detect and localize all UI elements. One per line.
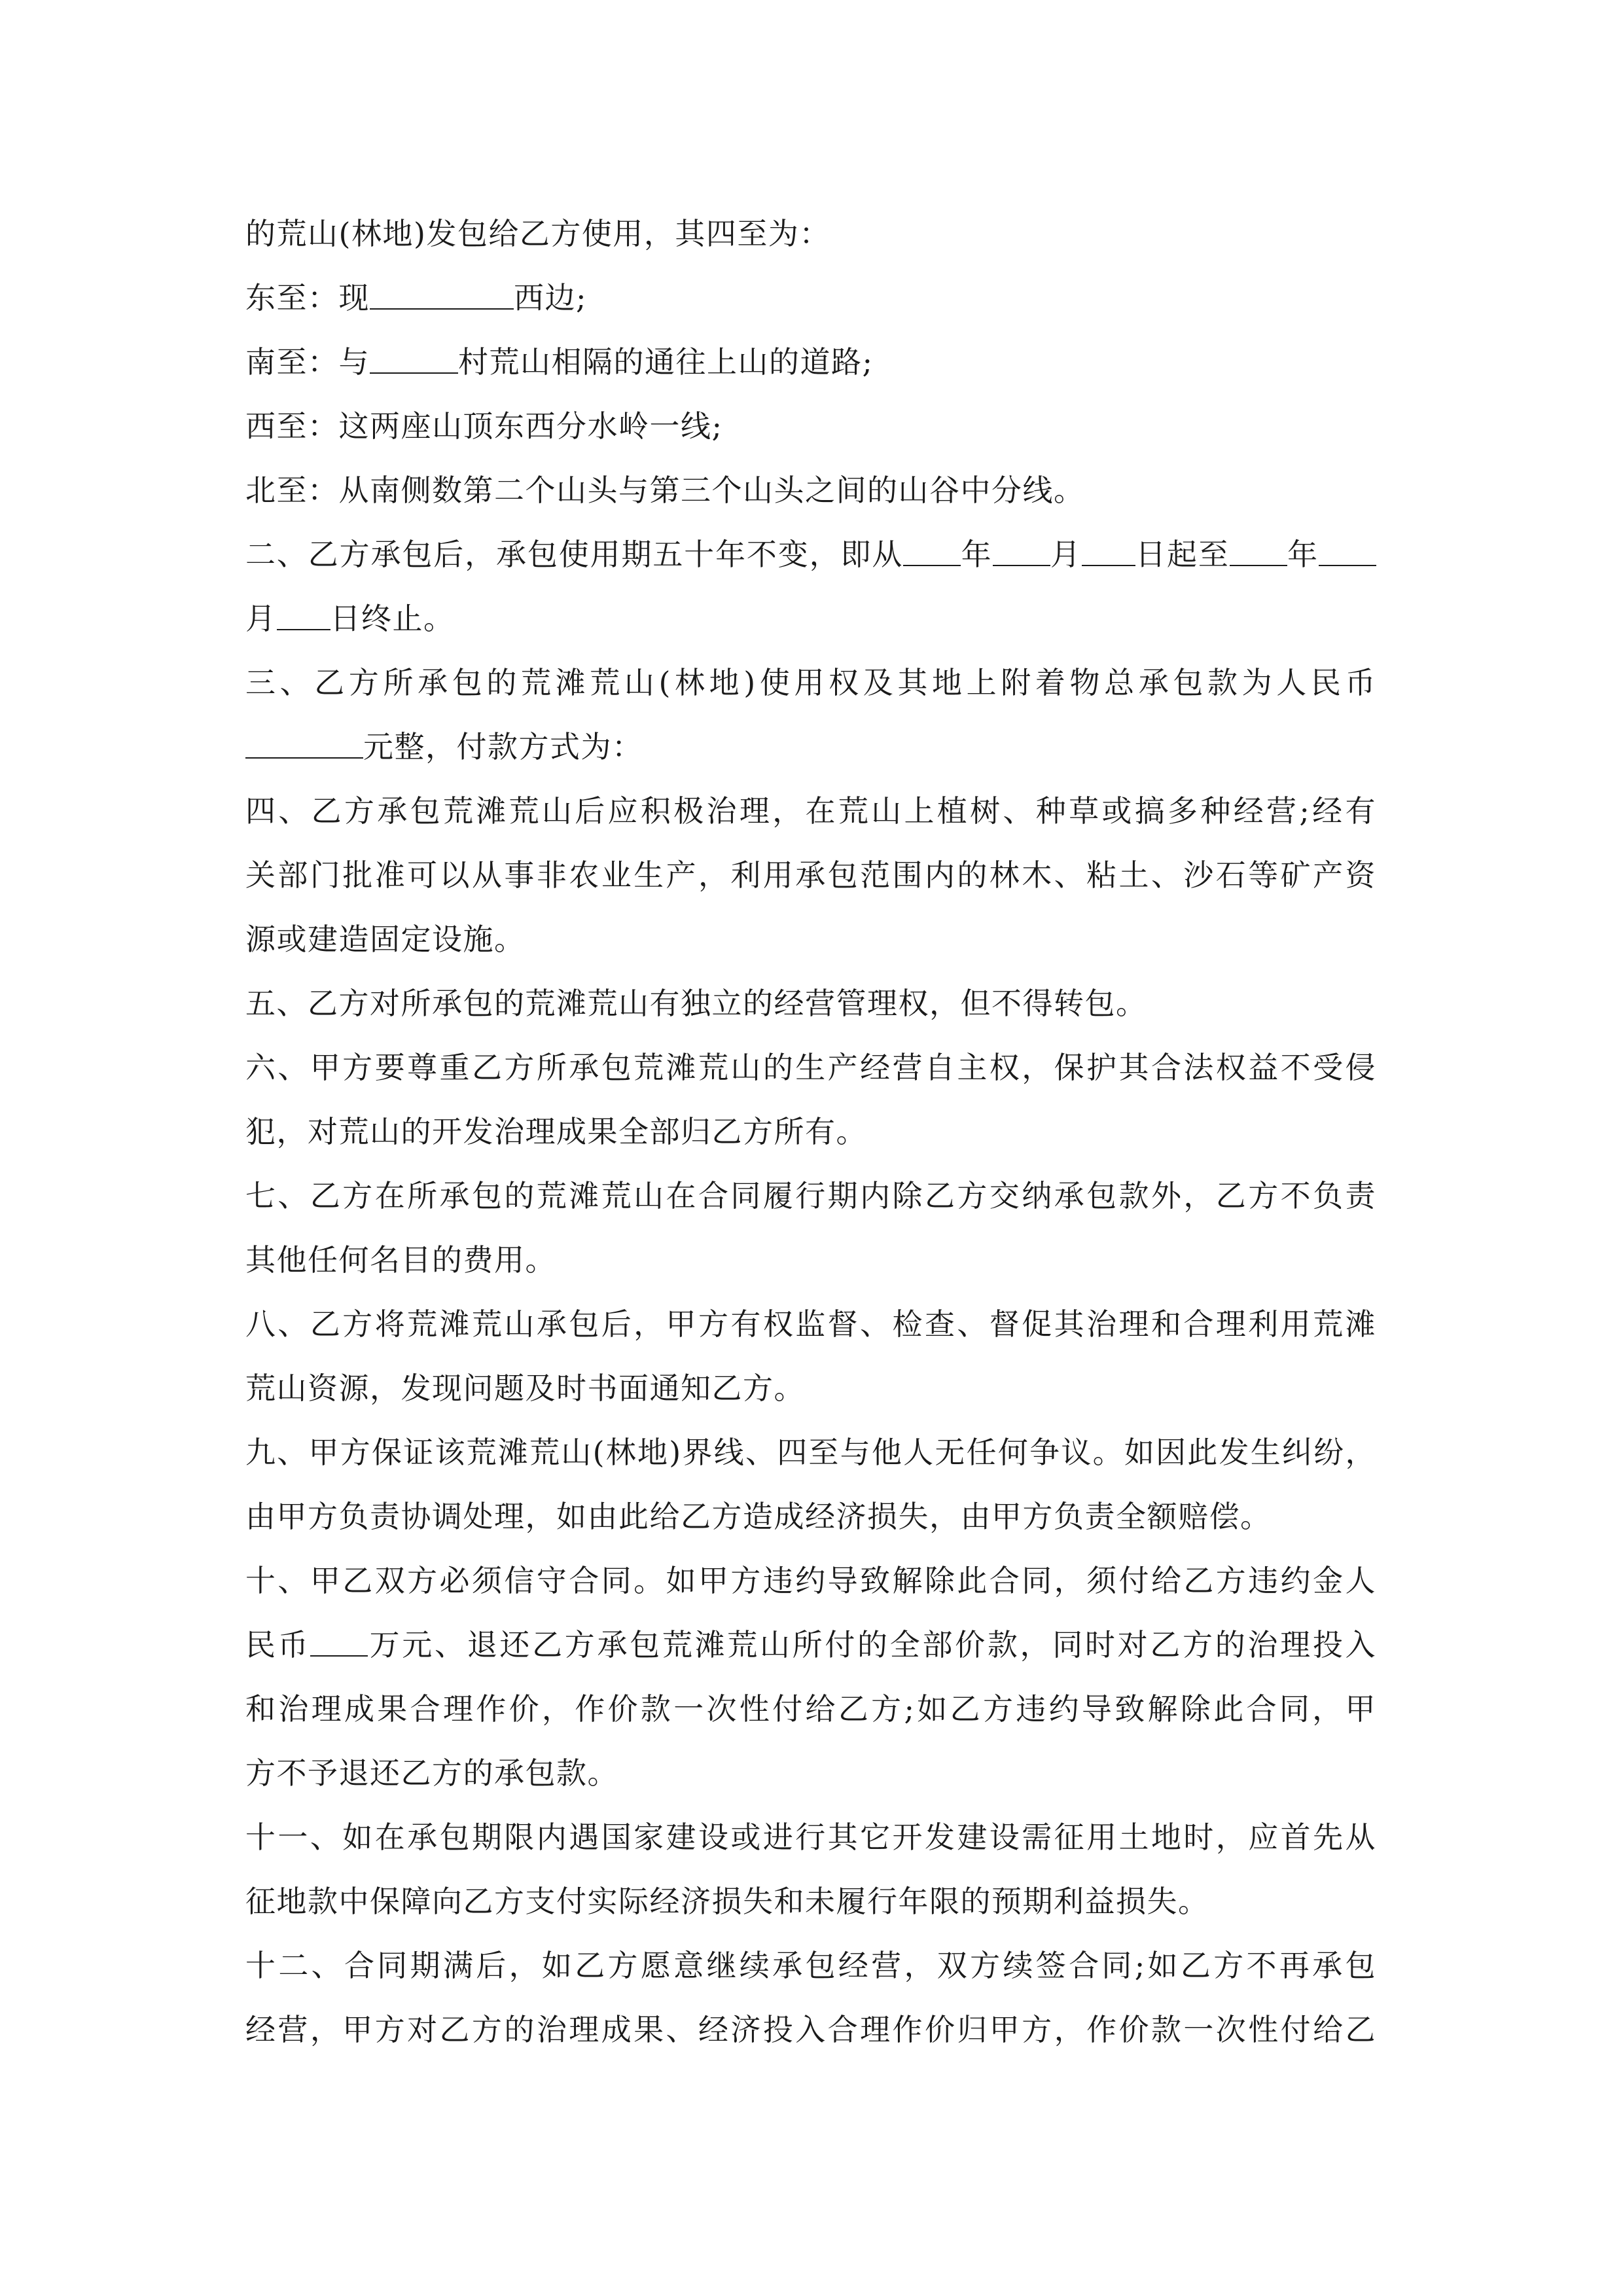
text-segment: 九、甲方保证该荒滩荒山(林地)界线、四至与他人无任何争议。如因此发生纠纷， (245, 1435, 1376, 1470)
fill-in-blank (370, 282, 514, 310)
text-segment: 日起至 (1135, 537, 1230, 572)
text-line (245, 651, 1376, 715)
text-line (245, 394, 1376, 458)
text-segment: 南至：与 (245, 344, 370, 380)
text-line (245, 522, 1376, 586)
fill-in-blank (1230, 539, 1287, 566)
text-line (245, 971, 1376, 1035)
text-segment: 四、乙方承包荒滩荒山后应积极治理，在荒山上植树、种草或搞多种经营;经有 (245, 793, 1376, 829)
text-segment: 十、甲乙双方必须信守合同。如甲方违约导致解除此合同，须付给乙方违约金人 (245, 1563, 1376, 1598)
text-line (245, 907, 1376, 971)
text-line (245, 1549, 1376, 1613)
contract-body (245, 202, 1376, 2062)
text-line (245, 1933, 1376, 1998)
text-line (245, 586, 1376, 651)
text-line (245, 1998, 1376, 2062)
text-segment: 日终止。 (330, 601, 455, 636)
text-line (245, 1292, 1376, 1356)
text-segment: 西至：这两座山顶东西分水岭一线; (245, 408, 723, 444)
text-segment: 和治理成果合理作价，作价款一次性付给乙方;如乙方违约导致解除此合同，甲 (245, 1691, 1376, 1727)
text-segment: 关部门批准可以从事非农业生产，利用承包范围内的林木、粘土、沙石等矿产资 (245, 857, 1376, 893)
text-line (245, 266, 1376, 330)
fill-in-blank (903, 539, 961, 566)
text-line (245, 330, 1376, 394)
text-line (245, 1420, 1376, 1484)
fill-in-blank (245, 731, 363, 759)
text-segment: 北至：从南侧数第二个山头与第三个山头之间的山谷中分线。 (245, 473, 1085, 508)
text-segment: 十二、合同期满后，如乙方愿意继续承包经营，双方续签合同;如乙方不再承包 (245, 1948, 1376, 1983)
text-line (245, 1100, 1376, 1164)
text-line (245, 202, 1376, 266)
text-line (245, 1228, 1376, 1292)
text-segment: 月 (1050, 537, 1082, 572)
text-segment: 经营，甲方对乙方的治理成果、经济投入合理作价归甲方，作价款一次性付给乙 (245, 2012, 1376, 2047)
text-segment: 征地款中保障向乙方支付实际经济损失和未履行年限的预期利益损失。 (245, 1884, 1209, 1919)
text-line (245, 715, 1376, 779)
fill-in-blank (310, 1629, 368, 1657)
text-segment: 年 (961, 537, 993, 572)
text-segment: 年 (1287, 537, 1319, 572)
fill-in-blank (277, 603, 330, 630)
text-segment: 源或建造固定设施。 (245, 922, 526, 957)
text-segment: 的荒山(林地)发包给乙方使用，其四至为： (245, 216, 830, 251)
text-segment: 二、乙方承包后，承包使用期五十年不变，即从 (245, 537, 904, 572)
fill-in-blank (1082, 539, 1135, 566)
text-line (245, 1035, 1376, 1100)
fill-in-blank (370, 346, 458, 374)
text-segment: 八、乙方将荒滩荒山承包后，甲方有权监督、检查、督促其治理和合理利用荒滩 (245, 1306, 1376, 1342)
text-segment: 民币 (245, 1627, 311, 1662)
text-segment: 其他任何名目的费用。 (245, 1242, 556, 1278)
text-line (245, 1484, 1376, 1549)
text-line (245, 1677, 1376, 1741)
text-segment: 荒山资源，发现问题及时书面通知乙方。 (245, 1371, 805, 1406)
text-segment: 五、乙方对所承包的荒滩荒山有独立的经营管理权，但不得转包。 (245, 986, 1147, 1021)
text-segment: 十一、如在承包期限内遇国家建设或进行其它开发建设需征用土地时，应首先从 (245, 1820, 1376, 1855)
text-segment: 犯，对荒山的开发治理成果全部归乙方所有。 (245, 1114, 867, 1149)
text-segment: 村荒山相隔的通往上山的道路; (458, 344, 874, 380)
text-segment: 由甲方负责协调处理，如由此给乙方造成经济损失，由甲方负责全额赔偿。 (245, 1499, 1272, 1534)
text-segment: 西边; (514, 280, 587, 315)
text-segment: 方不予退还乙方的承包款。 (245, 1755, 618, 1791)
text-segment: 万元、退还乙方承包荒滩荒山所付的全部价款，同时对乙方的治理投入 (368, 1627, 1377, 1662)
text-line (245, 843, 1376, 907)
text-line (245, 1805, 1376, 1869)
text-line (245, 1741, 1376, 1805)
text-line (245, 458, 1376, 522)
text-segment: 元整，付款方式为： (363, 729, 643, 764)
text-line (245, 1356, 1376, 1420)
fill-in-blank (993, 539, 1050, 566)
text-line (245, 1869, 1376, 1933)
text-line (245, 1613, 1376, 1677)
text-line (245, 779, 1376, 843)
text-segment: 七、乙方在所承包的荒滩荒山在合同履行期内除乙方交纳承包款外，乙方不负责 (245, 1178, 1376, 1213)
text-segment: 月 (245, 601, 277, 636)
text-segment: 六、甲方要尊重乙方所承包荒滩荒山的生产经营自主权，保护其合法权益不受侵 (245, 1050, 1376, 1085)
text-segment: 东至：现 (245, 280, 370, 315)
text-segment: 三、乙方所承包的荒滩荒山(林地)使用权及其地上附着物总承包款为人民币 (245, 665, 1376, 700)
text-line (245, 1164, 1376, 1228)
fill-in-blank (1319, 539, 1376, 566)
